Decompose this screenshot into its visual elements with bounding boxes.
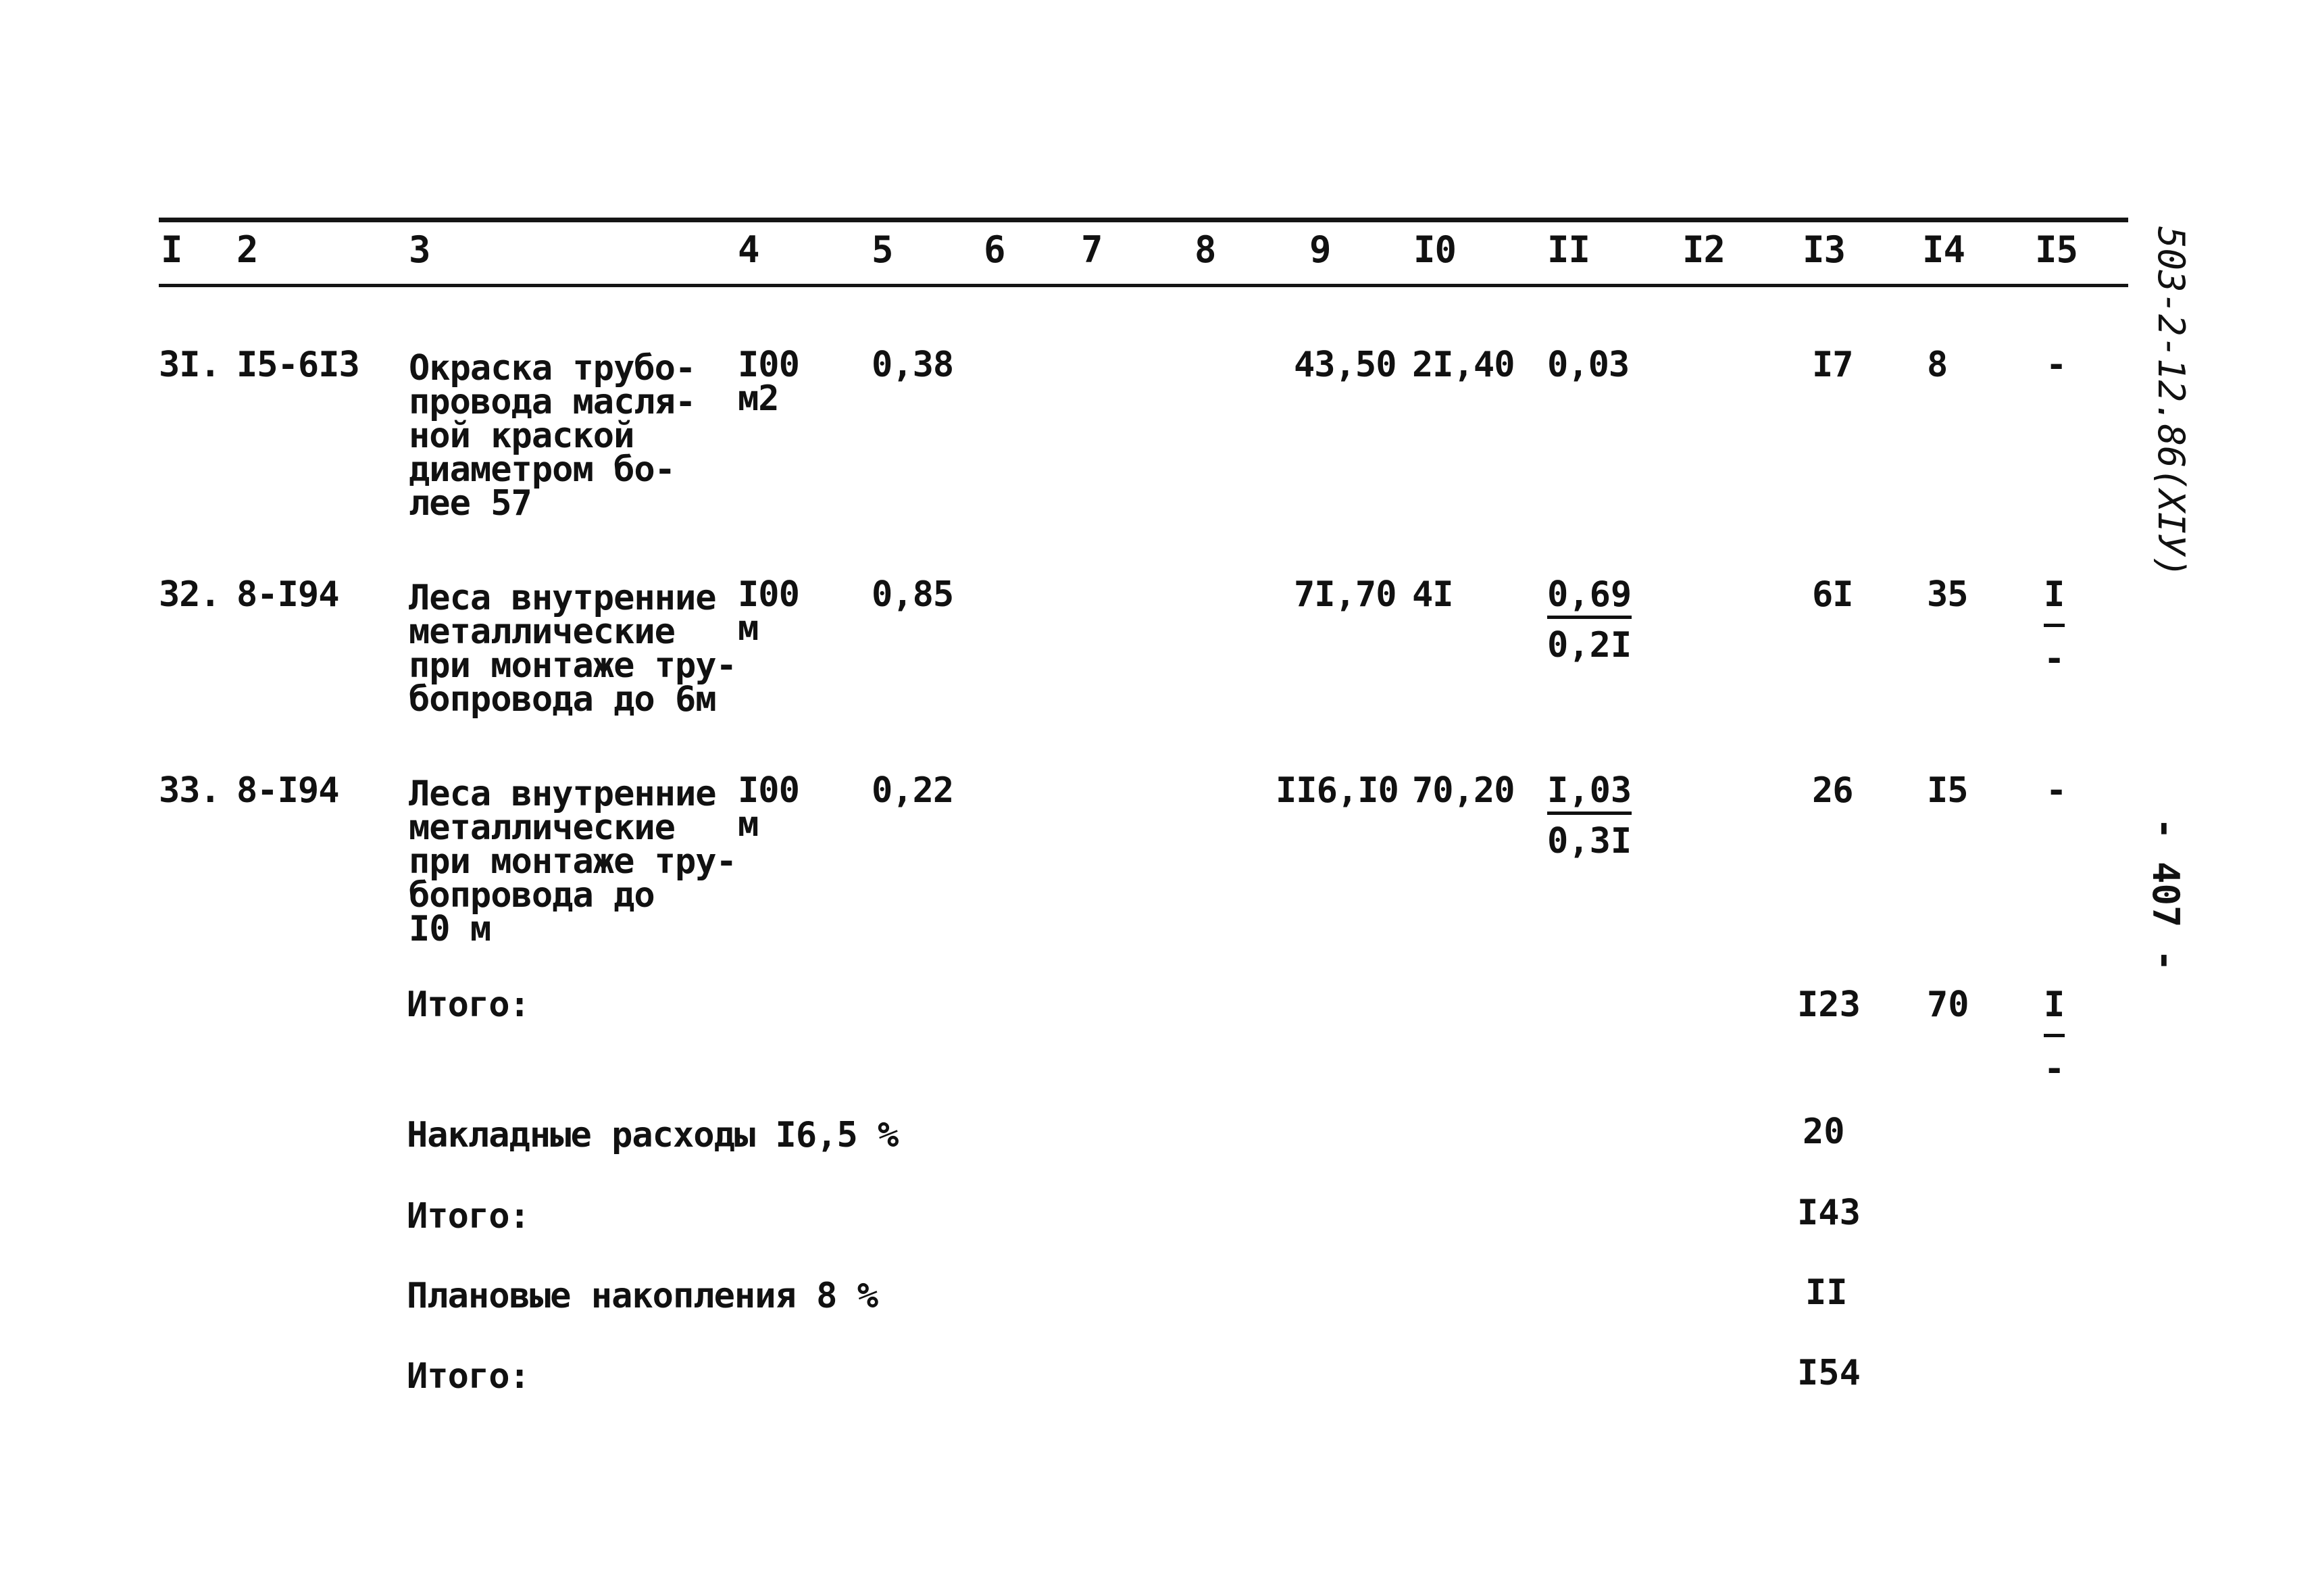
col9-value: II6,I0 <box>1276 770 1399 811</box>
col-header-5: 5 <box>872 228 893 271</box>
col11-value: 0,03 <box>1547 345 1630 385</box>
grand-total-col13: I54 <box>1797 1353 1861 1393</box>
overhead-label: Накладные расходы I6,5 % <box>407 1115 899 1155</box>
table-header-rule <box>159 284 2128 287</box>
norm-code: 8-I94 <box>236 770 339 811</box>
row-number: 32. <box>159 574 220 615</box>
subtotal-col15-fraction <box>2044 984 2065 1089</box>
col-header-2: 2 <box>236 228 258 271</box>
quantity: 0,85 <box>872 574 954 615</box>
unit: I00 м <box>738 574 799 649</box>
fraction-denominator: - <box>2044 639 2065 679</box>
page-number: - 407 - <box>2144 818 2187 972</box>
col13-value: 6I <box>1812 574 1853 615</box>
norm-code: 8-I94 <box>236 574 339 615</box>
subtotal-col13: I43 <box>1797 1193 1861 1233</box>
subtotal-label: Итого: <box>407 1196 530 1237</box>
col14-value: 8 <box>1927 345 1948 385</box>
fraction-denominator: - <box>2044 1049 2065 1089</box>
col15-fraction <box>2044 574 2065 679</box>
col15-value: - <box>2046 770 2067 811</box>
col11-fraction <box>1547 770 1632 862</box>
work-description: Леса внутренние металлические при монтаже тру- бопровода до I0 м <box>409 774 736 949</box>
quantity: 0,38 <box>872 345 954 385</box>
grand-total-label: Итого: <box>407 1356 530 1397</box>
col-header-6: 6 <box>984 228 1005 271</box>
row-number: 33. <box>159 770 220 811</box>
col10-value: 2I,40 <box>1412 345 1515 385</box>
planned-savings-label: Плановые накопления 8 % <box>407 1276 878 1316</box>
norm-code: I5-6I3 <box>236 345 359 385</box>
col-header-13: I3 <box>1803 228 1846 271</box>
work-description: Окраска трубо- провода масля- ной краской диаметром бо- лее 57 <box>409 348 696 524</box>
col-header-11: II <box>1547 228 1590 271</box>
col10-value: 70,20 <box>1412 770 1515 811</box>
col9-value: 43,50 <box>1294 345 1397 385</box>
overhead-col13: 20 <box>1803 1112 1845 1152</box>
col11-fraction <box>1547 574 1632 666</box>
fraction-numerator: 0,69 <box>1547 578 1632 619</box>
work-description: Леса внутренние металлические при монтаже тру- бопровода до 6м <box>409 578 736 720</box>
fraction-denominator: 0,3I <box>1547 821 1632 862</box>
planned-savings-col13: II <box>1805 1272 1848 1313</box>
table-top-rule <box>159 218 2128 222</box>
unit: I00 м2 <box>738 345 799 419</box>
col-header-15: I5 <box>2035 228 2078 271</box>
col13-value: 26 <box>1812 770 1853 811</box>
col14-value: 35 <box>1927 574 1968 615</box>
col-header-4: 4 <box>738 228 759 271</box>
document-code: 503-2-12.86(XIУ) <box>2150 226 2192 578</box>
col10-value: 4I <box>1412 574 1453 615</box>
col15-value: - <box>2046 345 2067 385</box>
fraction-numerator: I <box>2044 578 2065 627</box>
subtotal-col13: I23 <box>1797 984 1861 1025</box>
col-header-14: I4 <box>1922 228 1965 271</box>
fraction-denominator: 0,2I <box>1547 625 1632 666</box>
row-number: 3I. <box>159 345 220 385</box>
col-header-3: 3 <box>409 228 430 271</box>
col-header-7: 7 <box>1081 228 1103 271</box>
subtotal-col14: 70 <box>1927 984 1969 1025</box>
col14-value: I5 <box>1927 770 1968 811</box>
col-header-9: 9 <box>1309 228 1331 271</box>
fraction-numerator: I <box>2044 988 2065 1037</box>
fraction-numerator: I,03 <box>1547 774 1632 815</box>
col13-value: I7 <box>1812 345 1853 385</box>
col9-value: 7I,70 <box>1294 574 1397 615</box>
col-header-10: I0 <box>1413 228 1457 271</box>
quantity: 0,22 <box>872 770 954 811</box>
unit: I00 м <box>738 770 799 845</box>
col-header-8: 8 <box>1194 228 1216 271</box>
subtotal-label: Итого: <box>407 984 530 1025</box>
col-header-1: I <box>161 228 182 271</box>
col-header-12: I2 <box>1682 228 1726 271</box>
